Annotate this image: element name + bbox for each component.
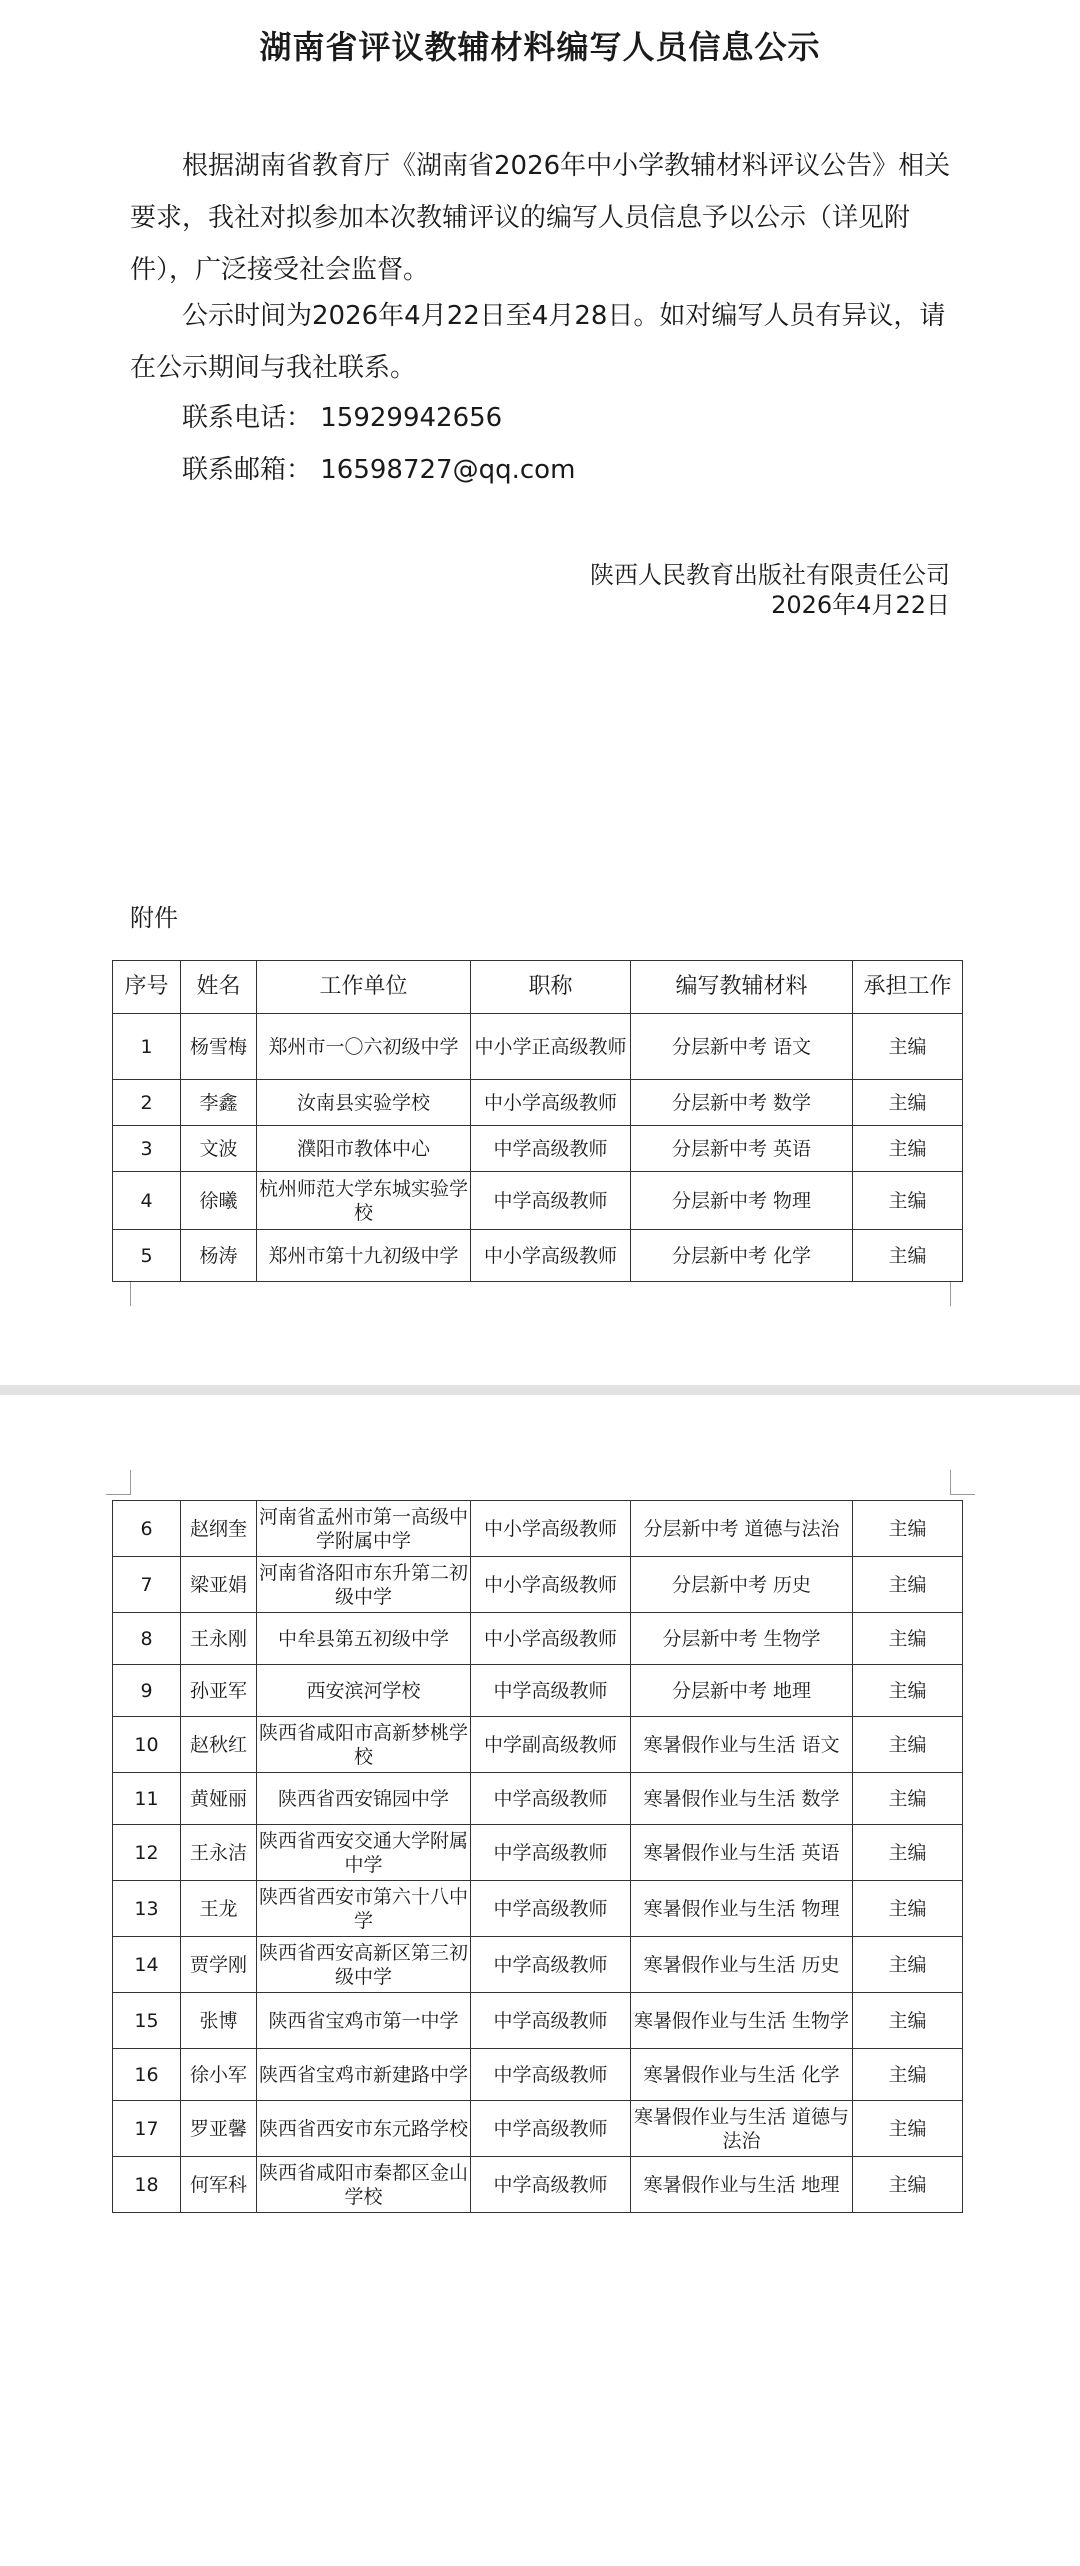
table-row	[113, 1230, 963, 1282]
cell-material: 寒暑假作业与生活 化学	[631, 2049, 853, 2101]
table-row	[113, 1993, 963, 2049]
cell-material: 分层新中考 英语	[631, 1126, 853, 1172]
cell-role: 主编	[853, 2157, 963, 2213]
cell-name: 孙亚军	[181, 1665, 257, 1717]
cell-role: 主编	[853, 1717, 963, 1773]
cell-name: 徐小军	[181, 2049, 257, 2101]
cell-role: 主编	[853, 1230, 963, 1282]
cell-name: 王龙	[181, 1881, 257, 1937]
table-row	[113, 1501, 963, 1557]
attachment-label: 附件	[130, 904, 178, 932]
body-paragraph-2: 公示时间为2026年4月22日至4月28日。如对编写人员有异议，请在公示期间与我社联系。	[130, 301, 946, 383]
cell-role: 主编	[853, 1773, 963, 1825]
cell-name: 文波	[181, 1126, 257, 1172]
cell-workplace: 陕西省宝鸡市新建路中学	[257, 2049, 471, 2101]
table-row	[113, 2049, 963, 2101]
cell-workplace: 河南省洛阳市东升第二初级中学	[257, 1557, 471, 1613]
cell-workplace: 陕西省咸阳市秦都区金山学校	[257, 2157, 471, 2213]
cell-material: 寒暑假作业与生活 数学	[631, 1773, 853, 1825]
cell-index: 17	[113, 2101, 181, 2157]
cell-index: 13	[113, 1881, 181, 1937]
cell-workplace: 郑州市第十九初级中学	[257, 1230, 471, 1282]
cell-workplace: 陕西省西安高新区第三初级中学	[257, 1937, 471, 1993]
cell-index: 3	[113, 1126, 181, 1172]
cell-name: 张博	[181, 1993, 257, 2049]
cell-index: 12	[113, 1825, 181, 1881]
cell-index: 1	[113, 1014, 181, 1080]
table-row	[113, 1937, 963, 1993]
header-title: 职称	[471, 961, 631, 1014]
cell-role: 主编	[853, 1501, 963, 1557]
table-row	[113, 2101, 963, 2157]
cell-material: 分层新中考 历史	[631, 1557, 853, 1613]
staff-table-part-2	[112, 1500, 963, 2213]
cell-role: 主编	[853, 1126, 963, 1172]
cell-material: 分层新中考 地理	[631, 1665, 853, 1717]
cell-title: 中小学正高级教师	[471, 1014, 631, 1080]
cell-material: 寒暑假作业与生活 历史	[631, 1937, 853, 1993]
cell-material: 寒暑假作业与生活 道德与法治	[631, 2101, 853, 2157]
crop-mark	[106, 1282, 131, 1306]
table-row	[113, 1717, 963, 1773]
cell-workplace: 陕西省西安交通大学附属中学	[257, 1825, 471, 1881]
cell-material: 寒暑假作业与生活 语文	[631, 1717, 853, 1773]
cell-name: 杨涛	[181, 1230, 257, 1282]
cell-name: 赵秋红	[181, 1717, 257, 1773]
cell-index: 4	[113, 1172, 181, 1230]
cell-workplace: 濮阳市教体中心	[257, 1126, 471, 1172]
contact-phone: 联系电话： 15929942656	[182, 403, 503, 433]
cell-index: 6	[113, 1501, 181, 1557]
cell-workplace: 汝南县实验学校	[257, 1080, 471, 1126]
cell-role: 主编	[853, 1881, 963, 1937]
cell-role: 主编	[853, 1014, 963, 1080]
cell-role: 主编	[853, 1825, 963, 1881]
cell-title: 中学高级教师	[471, 1937, 631, 1993]
cell-material: 寒暑假作业与生活 生物学	[631, 1993, 853, 2049]
cell-index: 15	[113, 1993, 181, 2049]
cell-index: 9	[113, 1665, 181, 1717]
cell-role: 主编	[853, 1080, 963, 1126]
cell-title: 中学高级教师	[471, 1825, 631, 1881]
cell-workplace: 陕西省咸阳市高新梦桃学校	[257, 1717, 471, 1773]
cell-name: 罗亚馨	[181, 2101, 257, 2157]
header-workplace: 工作单位	[257, 961, 471, 1014]
cell-title: 中小学高级教师	[471, 1557, 631, 1613]
cell-material: 分层新中考 数学	[631, 1080, 853, 1126]
crop-mark	[106, 1470, 131, 1495]
cell-title: 中小学高级教师	[471, 1230, 631, 1282]
cell-title: 中学高级教师	[471, 1172, 631, 1230]
cell-title: 中小学高级教师	[471, 1501, 631, 1557]
cell-title: 中学高级教师	[471, 1993, 631, 2049]
signature-org: 陕西人民教育出版社有限责任公司	[590, 561, 950, 589]
cell-role: 主编	[853, 1993, 963, 2049]
cell-role: 主编	[853, 1557, 963, 1613]
cell-index: 11	[113, 1773, 181, 1825]
cell-title: 中学高级教师	[471, 2157, 631, 2213]
cell-role: 主编	[853, 1665, 963, 1717]
table-row	[113, 1613, 963, 1665]
table-row	[113, 1126, 963, 1172]
cell-role: 主编	[853, 2049, 963, 2101]
cell-role: 主编	[853, 1937, 963, 1993]
cell-workplace: 杭州师范大学东城实验学校	[257, 1172, 471, 1230]
cell-workplace: 陕西省西安市第六十八中学	[257, 1881, 471, 1937]
cell-index: 18	[113, 2157, 181, 2213]
cell-index: 8	[113, 1613, 181, 1665]
cell-material: 分层新中考 化学	[631, 1230, 853, 1282]
table-header-row	[113, 961, 963, 1014]
cell-name: 王永刚	[181, 1613, 257, 1665]
cell-workplace: 陕西省宝鸡市第一中学	[257, 1993, 471, 2049]
cell-name: 贾学刚	[181, 1937, 257, 1993]
cell-name: 梁亚娟	[181, 1557, 257, 1613]
cell-workplace: 郑州市一〇六初级中学	[257, 1014, 471, 1080]
cell-name: 徐曦	[181, 1172, 257, 1230]
table-row	[113, 1825, 963, 1881]
crop-mark	[950, 1470, 975, 1495]
cell-name: 王永洁	[181, 1825, 257, 1881]
cell-material: 寒暑假作业与生活 地理	[631, 2157, 853, 2213]
cell-name: 何军科	[181, 2157, 257, 2213]
table-row	[113, 1014, 963, 1080]
staff-table-part-1	[112, 960, 963, 1282]
cell-name: 杨雪梅	[181, 1014, 257, 1080]
cell-material: 分层新中考 生物学	[631, 1613, 853, 1665]
cell-index: 5	[113, 1230, 181, 1282]
table-row	[113, 1172, 963, 1230]
cell-title: 中学高级教师	[471, 1126, 631, 1172]
crop-mark	[950, 1282, 975, 1306]
cell-material: 分层新中考 语文	[631, 1014, 853, 1080]
document-title: 湖南省评议教辅材料编写人员信息公示	[259, 28, 821, 66]
cell-workplace: 河南省孟州市第一高级中学附属中学	[257, 1501, 471, 1557]
cell-title: 中学高级教师	[471, 2101, 631, 2157]
cell-index: 10	[113, 1717, 181, 1773]
contact-email: 联系邮箱： 16598727@qq.com	[182, 455, 576, 485]
cell-name: 黄娅丽	[181, 1773, 257, 1825]
cell-role: 主编	[853, 1172, 963, 1230]
header-role: 承担工作	[853, 961, 963, 1014]
cell-material: 分层新中考 物理	[631, 1172, 853, 1230]
cell-title: 中小学高级教师	[471, 1080, 631, 1126]
header-material: 编写教辅材料	[631, 961, 853, 1014]
table-row	[113, 1665, 963, 1717]
cell-title: 中学高级教师	[471, 1881, 631, 1937]
cell-title: 中学高级教师	[471, 1665, 631, 1717]
header-name: 姓名	[181, 961, 257, 1014]
cell-material: 寒暑假作业与生活 英语	[631, 1825, 853, 1881]
cell-index: 14	[113, 1937, 181, 1993]
cell-title: 中小学高级教师	[471, 1613, 631, 1665]
cell-material: 分层新中考 道德与法治	[631, 1501, 853, 1557]
page-separator	[0, 1385, 1080, 1395]
table-row	[113, 1080, 963, 1126]
table-row	[113, 1773, 963, 1825]
cell-workplace: 陕西省西安锦园中学	[257, 1773, 471, 1825]
table-row	[113, 1881, 963, 1937]
cell-index: 2	[113, 1080, 181, 1126]
cell-workplace: 中牟县第五初级中学	[257, 1613, 471, 1665]
table-row	[113, 1557, 963, 1613]
cell-title: 中学高级教师	[471, 2049, 631, 2101]
cell-role: 主编	[853, 1613, 963, 1665]
cell-name: 赵纲奎	[181, 1501, 257, 1557]
signature-date: 2026年4月22日	[771, 591, 950, 619]
cell-name: 李鑫	[181, 1080, 257, 1126]
cell-index: 7	[113, 1557, 181, 1613]
cell-workplace: 西安滨河学校	[257, 1665, 471, 1717]
cell-workplace: 陕西省西安市东元路学校	[257, 2101, 471, 2157]
cell-title: 中学副高级教师	[471, 1717, 631, 1773]
header-index: 序号	[113, 961, 181, 1014]
cell-index: 16	[113, 2049, 181, 2101]
cell-material: 寒暑假作业与生活 物理	[631, 1881, 853, 1937]
cell-role: 主编	[853, 2101, 963, 2157]
table-row	[113, 2157, 963, 2213]
cell-title: 中学高级教师	[471, 1773, 631, 1825]
body-paragraph-1: 根据湖南省教育厅《湖南省2026年中小学教辅材料评议公告》相关要求，我社对拟参加本次教辅评议的编写人员信息予以公示（详见附件），广泛接受社会监督。	[130, 151, 951, 285]
